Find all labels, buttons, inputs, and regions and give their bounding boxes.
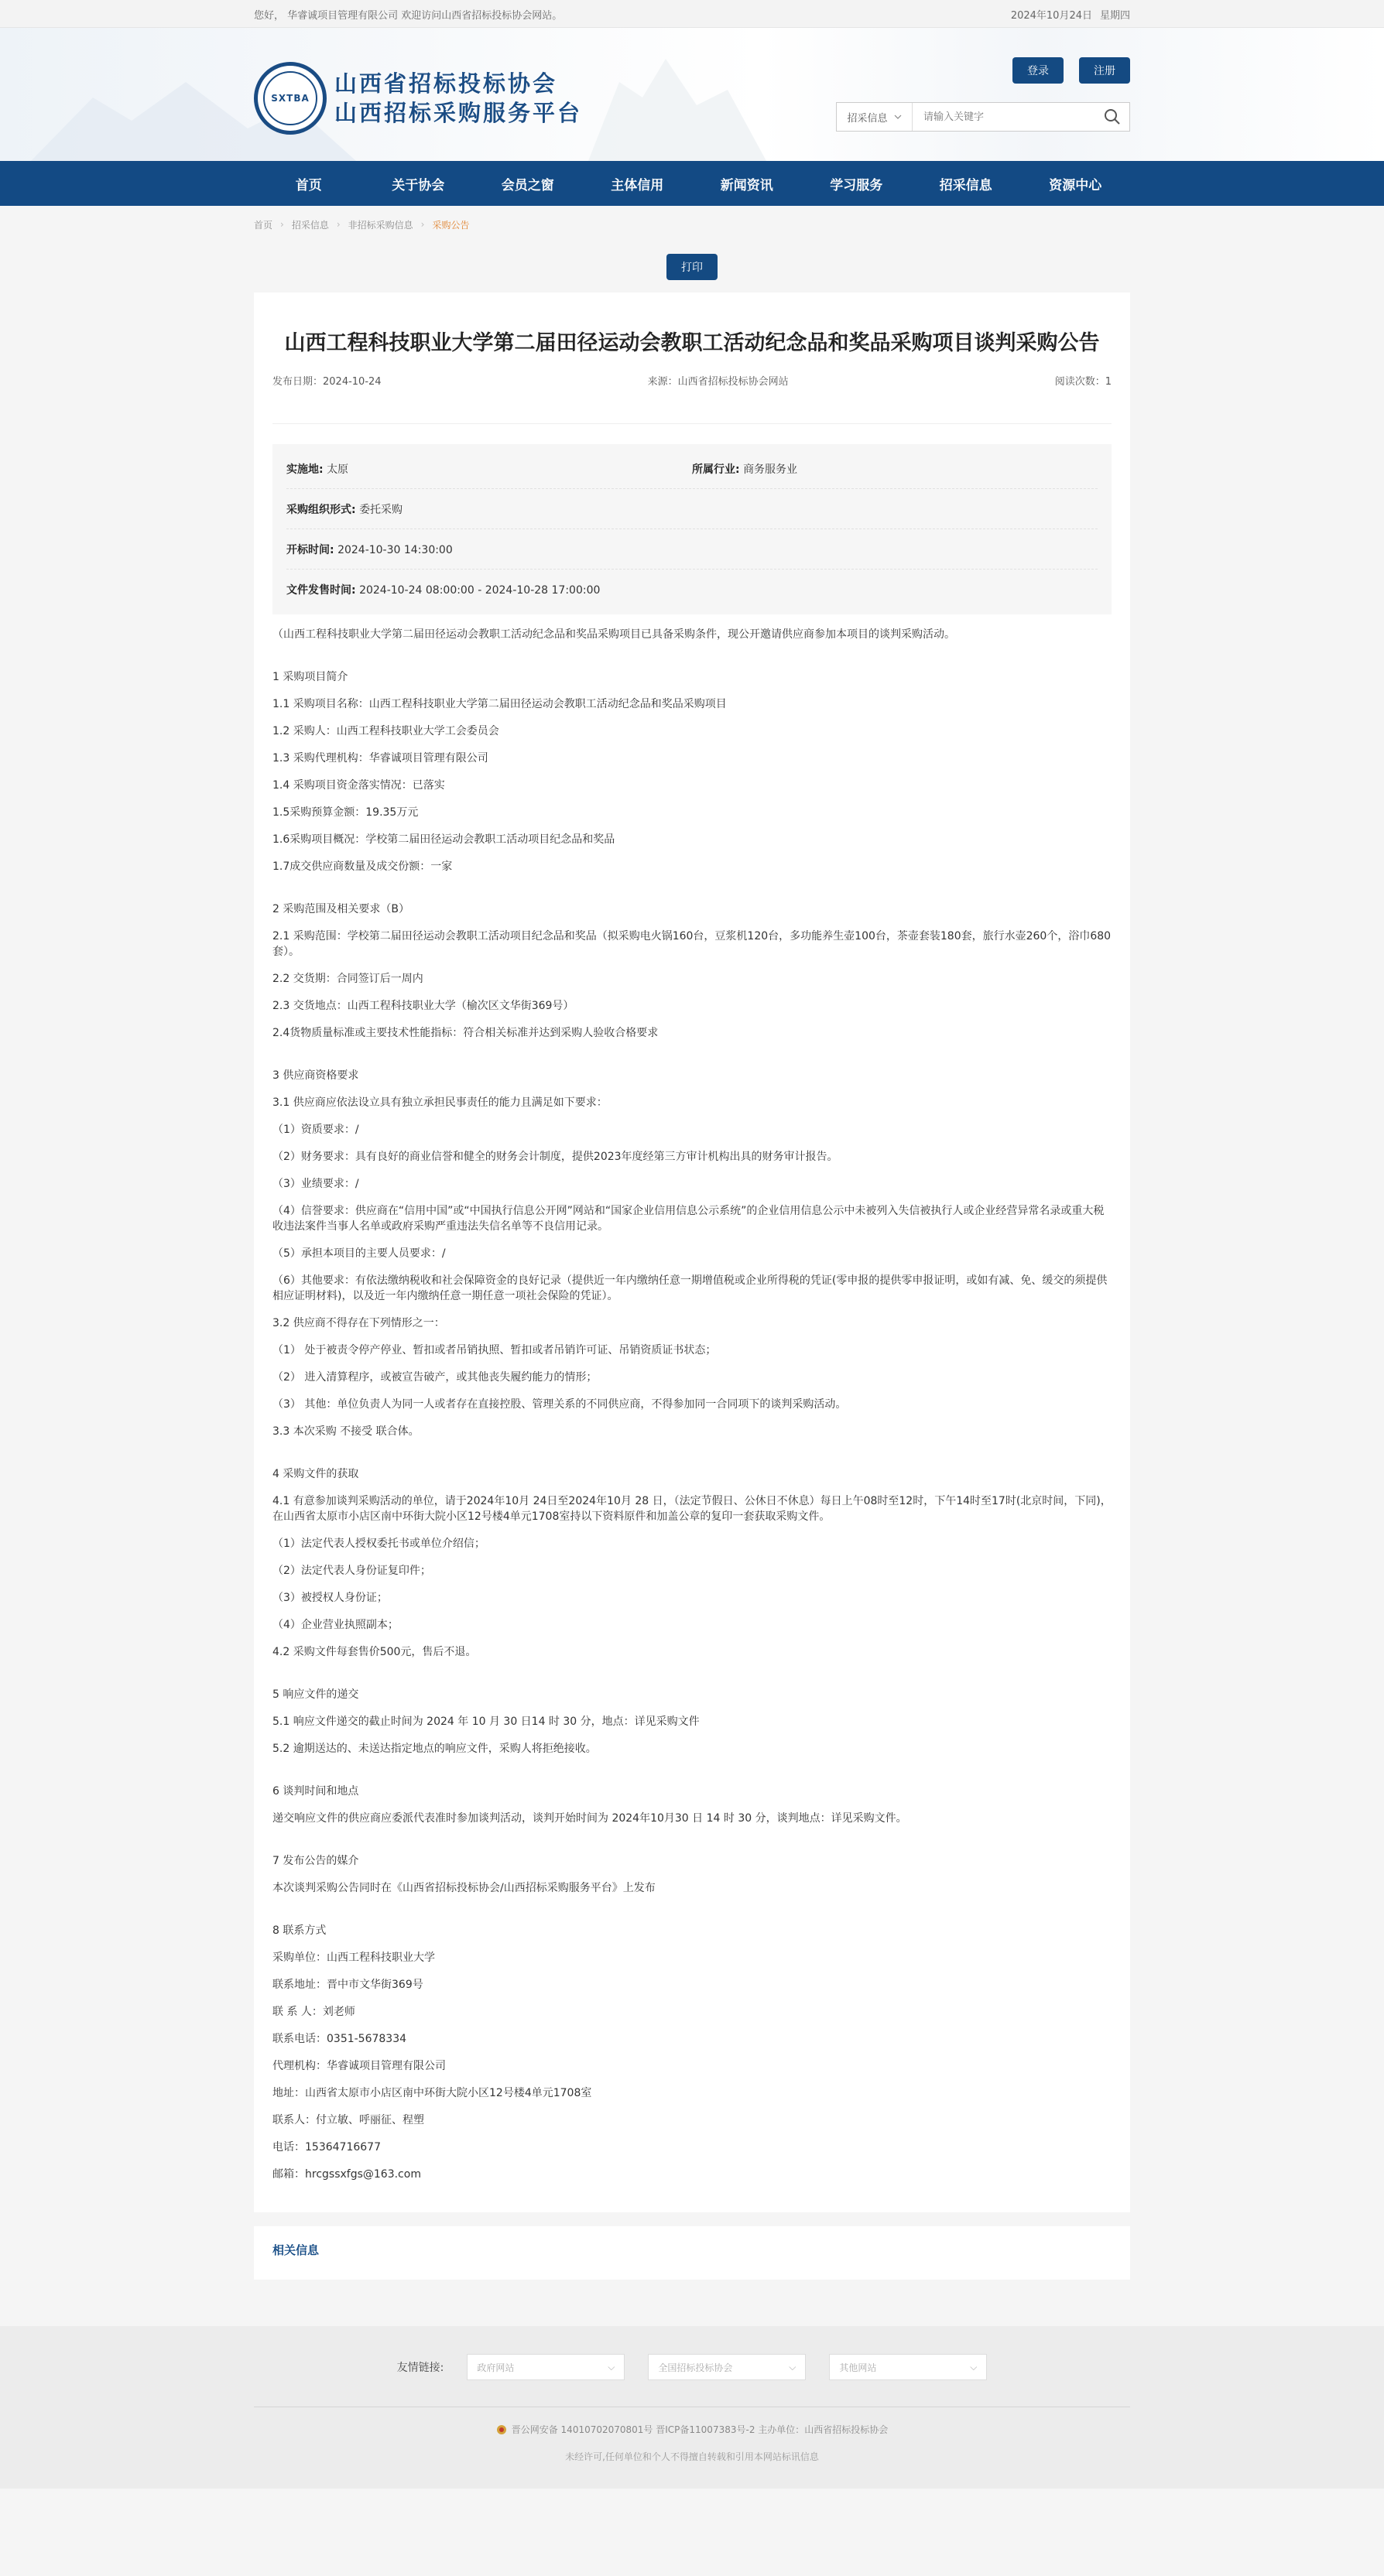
view-count: 阅读次数：1 <box>1054 376 1112 388</box>
section-paragraph: 2.1 采购范围：学校第二届田径运动会教职工活动项目纪念品和奖品（拟采购电火锅160台，豆浆机120台，多功能养生壶100台，茶壶套装180套，旅行水壶260个，浴巾680套）。 <box>272 930 1112 958</box>
article-content <box>272 627 1112 2182</box>
section-gap <box>272 1052 1112 1068</box>
friend-links <box>0 2354 1384 2380</box>
section-paragraph: 1.6采购项目概况：学校第二届田径运动会教职工活动项目纪念品和奖品 <box>272 833 615 846</box>
search-category-select[interactable] <box>837 103 913 131</box>
section-paragraph: （3）被授权人身份证； <box>272 1592 388 1604</box>
weekday-text: 星期四 <box>1099 9 1130 22</box>
dropdown-label: 其他网站 <box>839 2362 877 2373</box>
record-text: 晋公网安备 14010702070801号 晋ICP备11007383号-2 主办单位：山西省招标投标协会 <box>511 2424 889 2435</box>
related-info <box>254 2226 1130 2280</box>
article-title: 山西工程科技职业大学第二届田径运动会教职工活动纪念品和奖品采购项目谈判采购公告 <box>284 331 1100 355</box>
section-paragraph: 地址：山西省太原市小店区南中环街大院小区12号楼4单元1708室 <box>272 2087 592 2099</box>
login-button[interactable]: 登录 <box>1012 57 1064 84</box>
info-open-time <box>286 542 1098 557</box>
section-paragraph: 4.1 有意参加谈判采购活动的单位，请于2024年10月 24日至2024年10月 28 日，（法定节假日、公休日不休息）每日上午08时至12时，下午14时至17时(北京时间，下同)，在山西省太原市小店区南中环街大院小区12号楼4单元1708室持以下资料原件和加盖公章的复印一套获取采购文件。 <box>272 1495 1112 1523</box>
site-header <box>0 28 1384 161</box>
info-label: 文件发售时间: <box>286 584 356 597</box>
chevron-right-icon: › <box>280 219 284 230</box>
section-gap <box>272 1768 1112 1784</box>
section-paragraph: 递交响应文件的供应商应委派代表准时参加谈判活动，谈判开始时间为 2024年10月30 日 14 时 30 分，谈判地点：详见采购文件。 <box>272 1812 907 1825</box>
section-gap <box>272 1451 1112 1466</box>
dropdown-label: 全国招标投标协会 <box>658 2362 733 2373</box>
welcome-text: 您好， 华睿诚项目管理有限公司 欢迎访问山西省招标投标协会网站。 <box>254 9 563 22</box>
nav-procurement[interactable]: 招采信息 <box>939 177 992 193</box>
print-button[interactable]: 打印 <box>666 254 718 280</box>
logo-abbr: SXTBA <box>263 71 317 125</box>
section-paragraph: 2.2 交货期：合同签订后一周内 <box>272 973 423 985</box>
section-paragraph: （4）企业营业执照副本； <box>272 1619 399 1631</box>
footer-record <box>0 2423 1384 2436</box>
section-paragraph: （4）信誉要求：供应商在“信用中国”或“中国执行信息公开网”网站和“国家企业信用信息公示系统”的企业信用信息公示中未被列入失信被执行人或企业经营异常名录或重大税收违法案件当事人名单或政府采购严重违法失信名单等不良信用记录。 <box>272 1205 1105 1233</box>
section-paragraph: 采购单位：山西工程科技职业大学 <box>272 1952 435 1964</box>
section-paragraph: 1.7成交供应商数量及成交份额：一家 <box>272 860 453 873</box>
info-form <box>286 501 1098 517</box>
national-assoc-dropdown[interactable] <box>648 2354 806 2380</box>
section-paragraph: 3.1 供应商应依法设立具有独立承担民事责任的能力且满足如下要求： <box>272 1096 608 1109</box>
section-paragraph: （1）资质要求：/ <box>272 1124 359 1136</box>
logo-emblem <box>254 62 327 135</box>
search-category-label: 招采信息 <box>847 112 888 125</box>
info-sale-time <box>286 582 1098 597</box>
section-paragraph: 联系人：付立敏、呼丽征、程塑 <box>272 2114 424 2126</box>
other-sites-dropdown[interactable] <box>829 2354 987 2380</box>
nav-about[interactable]: 关于协会 <box>392 177 445 193</box>
search-icon <box>1104 108 1121 125</box>
chevron-right-icon: › <box>336 219 341 230</box>
current-date <box>1011 7 1130 22</box>
section-gap <box>272 886 1112 901</box>
section-gap <box>272 1671 1112 1687</box>
section-paragraph: 联系地址：晋中市文华街369号 <box>272 1979 423 1991</box>
info-value: 2024-10-24 08:00:00 - 2024-10-28 17:00:00 <box>359 584 601 597</box>
section-heading: 7 发布公告的媒介 <box>272 1855 359 1867</box>
breadcrumb-current: 采购公告 <box>432 219 470 231</box>
article-source: 来源：山西省招标投标协会网站 <box>647 376 789 388</box>
top-bar <box>0 0 1384 28</box>
section-gap <box>272 1907 1112 1923</box>
section-paragraph: 本次谈判采购公告同时在《山西省招标投标协会/山西招标采购服务平台》上发布 <box>272 1882 656 1894</box>
section-paragraph: 1.3 采购代理机构：华睿诚项目管理有限公司 <box>272 752 488 765</box>
section-paragraph: （3） 其他：单位负责人为同一人或者存在直接控股、管理关系的不同供应商，不得参加同一合同项下的谈判采购活动。 <box>272 1398 847 1411</box>
info-row <box>286 570 1098 610</box>
print-row <box>254 243 1130 292</box>
nav-home[interactable]: 首页 <box>295 177 322 193</box>
info-label: 实施地: <box>286 463 324 476</box>
chevron-right-icon: › <box>420 219 425 230</box>
section-paragraph: 4.2 采购文件每套售价500元，售后不退。 <box>272 1646 477 1658</box>
section-paragraph: （5）承担本项目的主要人员要求：/ <box>272 1247 446 1260</box>
logo-title-line2: 山西招标采购服务平台 <box>334 100 583 126</box>
nav-credit[interactable]: 主体信用 <box>611 177 664 193</box>
article-intro: （山西工程科技职业大学第二届田径运动会教职工活动纪念品和奖品采购项目已具备采购条件，现公开邀请供应商参加本项目的谈判采购活动。 <box>272 628 955 641</box>
police-badge-icon <box>496 2424 507 2435</box>
breadcrumb-procurement[interactable]: 招采信息 <box>291 219 329 231</box>
info-industry <box>692 461 1098 477</box>
info-value: 商务服务业 <box>743 463 798 476</box>
section-paragraph: 电话：15364716677 <box>272 2141 381 2154</box>
section-paragraph: 联系电话：0351-5678334 <box>272 2033 407 2045</box>
info-label: 开标时间: <box>286 543 334 556</box>
section-paragraph: 1.2 采购人：山西工程科技职业大学工会委员会 <box>272 725 499 737</box>
main-nav <box>0 161 1384 206</box>
section-paragraph: 2.3 交货地点：山西工程科技职业大学（榆次区文华街369号） <box>272 1000 574 1012</box>
section-heading: 3 供应商资格要求 <box>272 1069 359 1082</box>
section-paragraph: 联 系 人：刘老师 <box>272 2006 355 2018</box>
info-row <box>286 489 1098 529</box>
info-value: 太原 <box>327 463 349 476</box>
logo-title <box>334 69 582 128</box>
chevron-down-icon: ⌵ <box>970 2361 978 2372</box>
breadcrumb-non-tender[interactable]: 非招标采购信息 <box>348 219 413 231</box>
site-logo[interactable] <box>254 62 582 135</box>
section-heading: 5 响应文件的递交 <box>272 1688 359 1701</box>
friend-links-label: 友情链接: <box>396 2362 444 2374</box>
section-heading: 6 谈判时间和地点 <box>272 1785 359 1798</box>
section-paragraph: （1） 处于被责令停产停业、暂扣或者吊销执照、暂扣或者吊销许可证、吊销资质证书状态； <box>272 1344 717 1356</box>
section-paragraph: 3.2 供应商不得存在下列情形之一： <box>272 1317 445 1329</box>
search-bar <box>836 102 1130 132</box>
auth-buttons <box>1012 57 1130 84</box>
logo-title-line1: 山西省招标投标协会 <box>334 70 558 97</box>
section-paragraph: （1）法定代表人授权委托书或单位介绍信； <box>272 1538 485 1550</box>
section-heading: 8 联系方式 <box>272 1924 327 1937</box>
info-label: 采购组织形式: <box>286 503 356 516</box>
project-info-panel <box>272 444 1112 614</box>
search-button[interactable] <box>1095 103 1129 131</box>
footer-notice: 未经许可,任何单位和个人不得擅自转载和引用本网站标讯信息 <box>565 2451 819 2462</box>
section-paragraph: （3）业绩要求：/ <box>272 1178 359 1190</box>
section-paragraph: 1.5采购预算金额：19.35万元 <box>272 806 419 819</box>
article-meta <box>272 373 1112 424</box>
section-heading: 2 采购范围及相关要求（B） <box>272 903 409 915</box>
nav-news[interactable]: 新闻资讯 <box>720 177 773 193</box>
search-input[interactable] <box>913 103 1095 131</box>
section-paragraph: 邮箱：hrcgssxfgs@163.com <box>272 2168 421 2181</box>
chevron-down-icon <box>894 115 902 119</box>
section-paragraph: 代理机构：华睿诚项目管理有限公司 <box>272 2060 446 2072</box>
breadcrumb <box>254 206 1130 243</box>
section-paragraph: 5.1 响应文件递交的截止时间为 2024 年 10 月 30 日14 时 30 分，地点：详见采购文件 <box>272 1716 700 1728</box>
breadcrumb-home[interactable]: 首页 <box>254 219 273 231</box>
section-paragraph: 1.1 采购项目名称：山西工程科技职业大学第二届田径运动会教职工活动纪念品和奖品采购项目 <box>272 698 727 710</box>
publish-date: 发布日期：2024-10-24 <box>272 376 382 388</box>
nav-members[interactable]: 会员之窗 <box>501 177 554 193</box>
section-gap <box>272 1838 1112 1853</box>
info-label: 所属行业: <box>692 463 740 476</box>
info-value: 2024-10-30 14:30:00 <box>337 543 453 556</box>
info-place <box>286 461 692 477</box>
chevron-down-icon: ⌵ <box>789 2361 796 2372</box>
section-gap <box>272 654 1112 669</box>
info-value: 委托采购 <box>359 503 403 516</box>
related-info-title: 相关信息 <box>272 2243 320 2257</box>
section-paragraph: （6）其他要求：有依法缴纳税收和社会保障资金的良好记录（提供近一年内缴纳任意一期增值税或企业所得税的凭证(零申报的提供零申报证明，或如有减、免、缓交的须提供相应证明材料)，以及近一年内缴纳任意一期任意一项社会保险的凭证）。 <box>272 1274 1108 1302</box>
chevron-down-icon: ⌵ <box>608 2361 615 2372</box>
section-paragraph: 3.3 本次采购 不接受 联合体。 <box>272 1425 420 1438</box>
section-paragraph: （2）法定代表人身份证复印件； <box>272 1565 431 1577</box>
section-paragraph: 2.4货物质量标准或主要技术性能指标：符合相关标准并达到采购人验收合格要求 <box>272 1027 659 1039</box>
nav-resources[interactable]: 资源中心 <box>1049 177 1102 193</box>
register-button[interactable]: 注册 <box>1079 57 1130 84</box>
info-row <box>286 449 1098 489</box>
section-heading: 1 采购项目简介 <box>272 671 348 683</box>
section-paragraph: 5.2 逾期送达的、未送达指定地点的响应文件，采购人将拒绝接收。 <box>272 1743 597 1755</box>
dropdown-label: 政府网站 <box>477 2362 515 2373</box>
nav-learning[interactable]: 学习服务 <box>830 177 883 193</box>
section-paragraph: （2） 进入清算程序，或被宣告破产，或其他丧失履约能力的情形； <box>272 1371 598 1384</box>
section-paragraph: 1.4 采购项目资金落实情况：已落实 <box>272 779 445 792</box>
info-row <box>286 529 1098 570</box>
site-footer <box>0 2326 1384 2489</box>
article <box>254 292 1130 2212</box>
date-text: 2024年10月24日 <box>1010 9 1092 22</box>
gov-sites-dropdown[interactable] <box>467 2354 625 2380</box>
section-paragraph: （2）财务要求：具有良好的商业信誉和健全的财务会计制度，提供2023年度经第三方审计机构出具的财务审计报告。 <box>272 1151 838 1163</box>
section-heading: 4 采购文件的获取 <box>272 1468 359 1480</box>
